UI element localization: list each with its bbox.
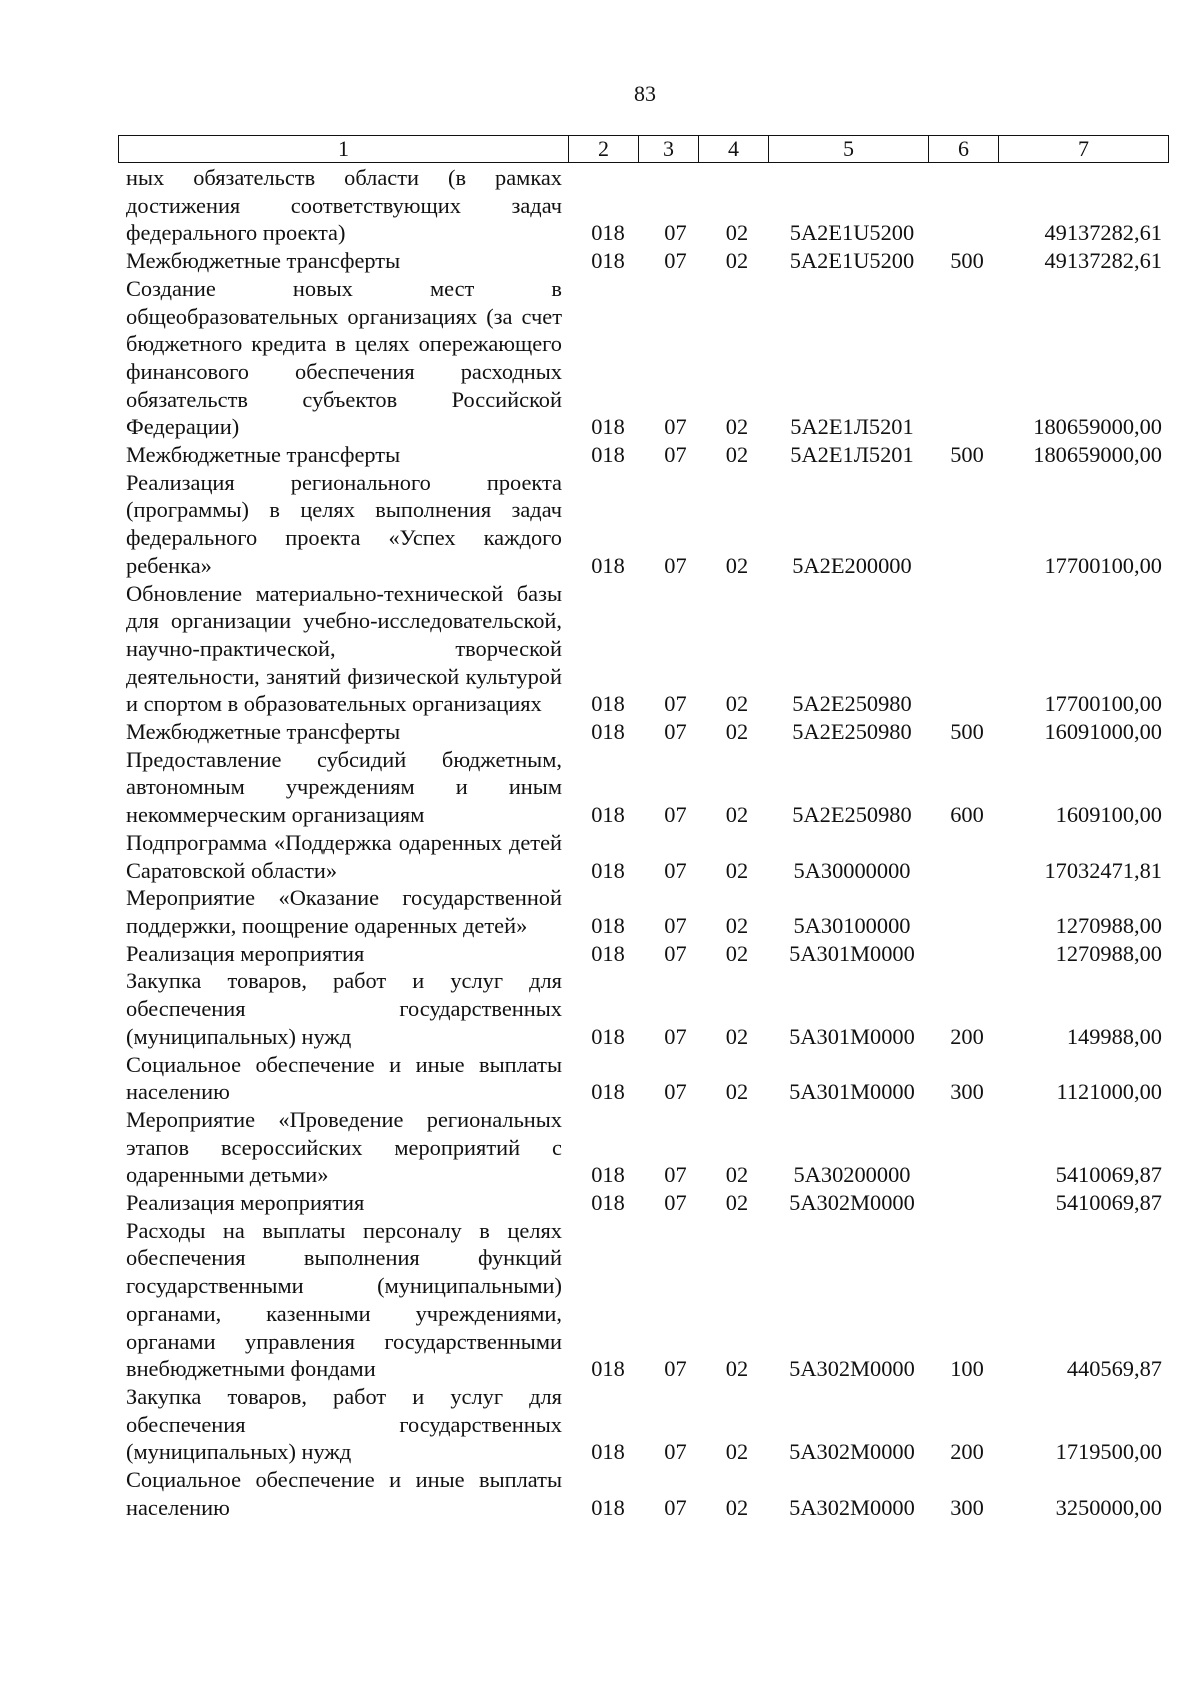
row-expense-type: 500 [950, 442, 984, 468]
row-section-code: 07 [664, 1079, 687, 1105]
row-target-code: 5А30000000 [793, 857, 911, 883]
row-expense-type: 300 [950, 1494, 984, 1520]
row-expense-type: 500 [950, 719, 984, 745]
row-subsection-code: 02 [725, 1079, 749, 1105]
row-expense-type [933, 580, 1001, 719]
column-header-7: 7 [999, 136, 1169, 163]
column-header-2: 2 [569, 136, 639, 163]
row-section-code: 07 [664, 1439, 687, 1465]
row-expense-type [933, 469, 1001, 580]
row-ministry-code: 018 [591, 1439, 625, 1465]
row-expense-type [933, 1106, 1001, 1189]
column-header-row [119, 136, 1169, 163]
table-row [126, 718, 1166, 746]
row-expense-type [933, 164, 1001, 247]
row-amount: 180659000,00 [1033, 414, 1162, 440]
row-expense-type: 200 [950, 1023, 984, 1049]
table-row [126, 247, 1166, 275]
row-amount: 17700100,00 [1044, 691, 1162, 717]
row-name: Обновление материально-технической базы для организации учебно-исследовательской, научно-практической, творческой деятельности, занятий физической культурой и спортом в образовательных организациях [126, 580, 562, 717]
row-amount: 16091000,00 [1044, 719, 1162, 745]
row-section-code: 07 [664, 1023, 687, 1049]
row-target-code: 5А301М0000 [789, 1023, 915, 1049]
row-subsection-code: 02 [725, 857, 749, 883]
row-amount: 1270988,00 [1055, 940, 1162, 966]
column-header-6: 6 [929, 136, 999, 163]
row-subsection-code: 02 [725, 802, 749, 828]
row-name: Межбюджетные трансферты [126, 719, 401, 745]
budget-table [126, 164, 1166, 1521]
row-target-code: 5А2Е250980 [792, 719, 912, 745]
row-expense-type: 600 [950, 802, 984, 828]
row-section-code: 07 [664, 857, 687, 883]
row-target-code: 5А302М0000 [789, 1494, 915, 1520]
row-target-code: 5А301М0000 [789, 1079, 915, 1105]
row-name: Подпрограмма «Поддержка одаренных детей Саратовской области» [126, 829, 562, 883]
row-section-code: 07 [664, 802, 687, 828]
row-subsection-code: 02 [725, 442, 749, 468]
row-target-code: 5А2Е1U5200 [789, 248, 915, 274]
row-amount: 5410069,87 [1055, 1162, 1162, 1188]
row-ministry-code: 018 [591, 719, 625, 745]
table-row [126, 746, 1166, 829]
table-row [126, 1189, 1166, 1217]
row-ministry-code: 018 [591, 220, 625, 246]
row-section-code: 07 [664, 220, 687, 246]
row-name: Межбюджетные трансферты [126, 442, 401, 468]
row-name: Мероприятие «Проведение региональных этапов всероссийских мероприятий с одаренными детьми» [126, 1106, 562, 1188]
row-section-code: 07 [664, 719, 687, 745]
row-name: ных обязательств области (в рамках достижения соответствующих задач федерального проекта) [126, 165, 562, 246]
row-expense-type [933, 884, 1001, 939]
row-target-code: 5А2Е250980 [792, 802, 912, 828]
row-amount: 180659000,00 [1033, 442, 1162, 468]
table-row [126, 441, 1166, 469]
row-subsection-code: 02 [725, 220, 749, 246]
row-amount: 1719500,00 [1055, 1439, 1162, 1465]
column-header-5: 5 [769, 136, 929, 163]
table-row [126, 469, 1166, 580]
row-name: Реализация мероприятия [126, 1190, 365, 1216]
column-header-1: 1 [119, 136, 569, 163]
row-name: Расходы на выплаты персоналу в целях обеспечения выполнения функций государственными (муниципальными) органами, казенными учреждениями, органами управления государственными внебюджетными фондами [126, 1217, 562, 1382]
row-ministry-code: 018 [591, 940, 625, 966]
row-name: Предоставление субсидий бюджетным, автономным учреждениям и иным некоммерческим организациям [126, 746, 562, 828]
row-section-code: 07 [664, 940, 687, 966]
row-expense-type: 300 [950, 1079, 984, 1105]
row-ministry-code: 018 [591, 912, 625, 938]
table-row [126, 884, 1166, 939]
row-ministry-code: 018 [591, 1079, 625, 1105]
row-ministry-code: 018 [591, 857, 625, 883]
row-subsection-code: 02 [725, 1356, 749, 1382]
row-ministry-code: 018 [591, 248, 625, 274]
table-row [126, 1383, 1166, 1466]
table-row [126, 1217, 1166, 1383]
row-name: Создание новых мест в общеобразовательных организациях (за счет бюджетного кредита в целях опережающего финансового обеспечения расходных обязательств субъектов Российской Федерации) [126, 275, 562, 440]
table-row [126, 1466, 1166, 1521]
row-expense-type [933, 940, 1001, 968]
row-amount: 1609100,00 [1055, 802, 1162, 828]
row-subsection-code: 02 [725, 691, 749, 717]
row-subsection-code: 02 [725, 1190, 749, 1216]
column-header-table [118, 135, 1169, 163]
row-ministry-code: 018 [591, 1162, 625, 1188]
row-target-code: 5А302М0000 [789, 1439, 915, 1465]
row-section-code: 07 [664, 414, 687, 440]
row-subsection-code: 02 [725, 1494, 749, 1520]
row-section-code: 07 [664, 1190, 687, 1216]
row-amount: 3250000,00 [1055, 1494, 1162, 1520]
row-subsection-code: 02 [725, 1162, 749, 1188]
row-subsection-code: 02 [725, 248, 749, 274]
row-subsection-code: 02 [725, 912, 749, 938]
row-ministry-code: 018 [591, 1023, 625, 1049]
row-expense-type: 200 [950, 1439, 984, 1465]
row-ministry-code: 018 [591, 1356, 625, 1382]
row-ministry-code: 018 [591, 1190, 625, 1216]
row-expense-type [933, 275, 1001, 441]
row-amount: 1270988,00 [1055, 912, 1162, 938]
row-amount: 17700100,00 [1044, 552, 1162, 578]
row-ministry-code: 018 [591, 802, 625, 828]
row-name: Межбюджетные трансферты [126, 248, 401, 274]
row-amount: 49137282,61 [1044, 220, 1162, 246]
row-target-code: 5А30100000 [793, 912, 911, 938]
row-name: Мероприятие «Оказание государственной поддержки, поощрение одаренных детей» [126, 885, 562, 938]
row-ministry-code: 018 [591, 691, 625, 717]
table-row [126, 580, 1166, 719]
row-amount: 5410069,87 [1055, 1190, 1162, 1216]
row-amount: 49137282,61 [1044, 248, 1162, 274]
row-section-code: 07 [664, 248, 687, 274]
row-name: Реализация регионального проекта (программы) в целях выполнения задач федерального проекта «Успех каждого ребенка» [126, 469, 562, 578]
table-row [126, 1051, 1166, 1106]
column-header-3: 3 [639, 136, 699, 163]
row-section-code: 07 [664, 1356, 687, 1382]
row-ministry-code: 018 [591, 1494, 625, 1520]
table-row [126, 275, 1166, 441]
row-ministry-code: 018 [591, 442, 625, 468]
row-section-code: 07 [664, 691, 687, 717]
row-expense-type [933, 829, 1001, 884]
row-amount: 1121000,00 [1056, 1079, 1162, 1105]
row-target-code: 5А301М0000 [789, 940, 915, 966]
row-name: Реализация мероприятия [126, 940, 365, 966]
row-section-code: 07 [664, 442, 687, 468]
row-ministry-code: 018 [591, 552, 625, 578]
row-target-code: 5А2Е250980 [792, 691, 912, 717]
row-target-code: 5А302М0000 [789, 1356, 915, 1382]
row-expense-type: 500 [950, 248, 984, 274]
row-target-code: 5А302М0000 [789, 1190, 915, 1216]
row-target-code: 5А30200000 [793, 1162, 911, 1188]
column-header-4: 4 [699, 136, 769, 163]
row-target-code: 5А2Е1Л5201 [790, 414, 914, 440]
row-amount: 17032471,81 [1044, 857, 1162, 883]
table-row [126, 967, 1166, 1050]
row-name: Закупка товаров, работ и услуг для обеспечения государственных (муниципальных) нужд [126, 968, 562, 1049]
row-subsection-code: 02 [725, 1023, 749, 1049]
row-target-code: 5А2Е200000 [792, 552, 912, 578]
table-row [126, 1106, 1166, 1189]
row-expense-type [933, 1189, 1001, 1217]
row-amount: 149988,00 [1066, 1023, 1162, 1049]
row-section-code: 07 [664, 1494, 687, 1520]
row-subsection-code: 02 [725, 719, 749, 745]
row-name: Социальное обеспечение и иные выплаты населению [126, 1051, 562, 1105]
row-section-code: 07 [664, 1162, 687, 1188]
row-ministry-code: 018 [591, 414, 625, 440]
budget-table-body [126, 164, 1166, 1521]
table-row [126, 940, 1166, 968]
table-row [126, 164, 1166, 247]
row-name: Социальное обеспечение и иные выплаты населению [126, 1467, 562, 1520]
row-subsection-code: 02 [725, 552, 749, 578]
row-section-code: 07 [664, 552, 687, 578]
row-name: Закупка товаров, работ и услуг для обеспечения государственных (муниципальных) нужд [126, 1383, 562, 1465]
row-subsection-code: 02 [725, 940, 749, 966]
row-subsection-code: 02 [725, 414, 749, 440]
row-section-code: 07 [664, 912, 687, 938]
row-amount: 440569,87 [1066, 1356, 1162, 1382]
page-number: 83 [634, 81, 656, 106]
row-target-code: 5А2Е1Л5201 [790, 442, 914, 468]
row-subsection-code: 02 [725, 1439, 749, 1465]
row-target-code: 5А2Е1U5200 [789, 220, 915, 246]
row-expense-type: 100 [950, 1356, 984, 1382]
table-row [126, 829, 1166, 884]
